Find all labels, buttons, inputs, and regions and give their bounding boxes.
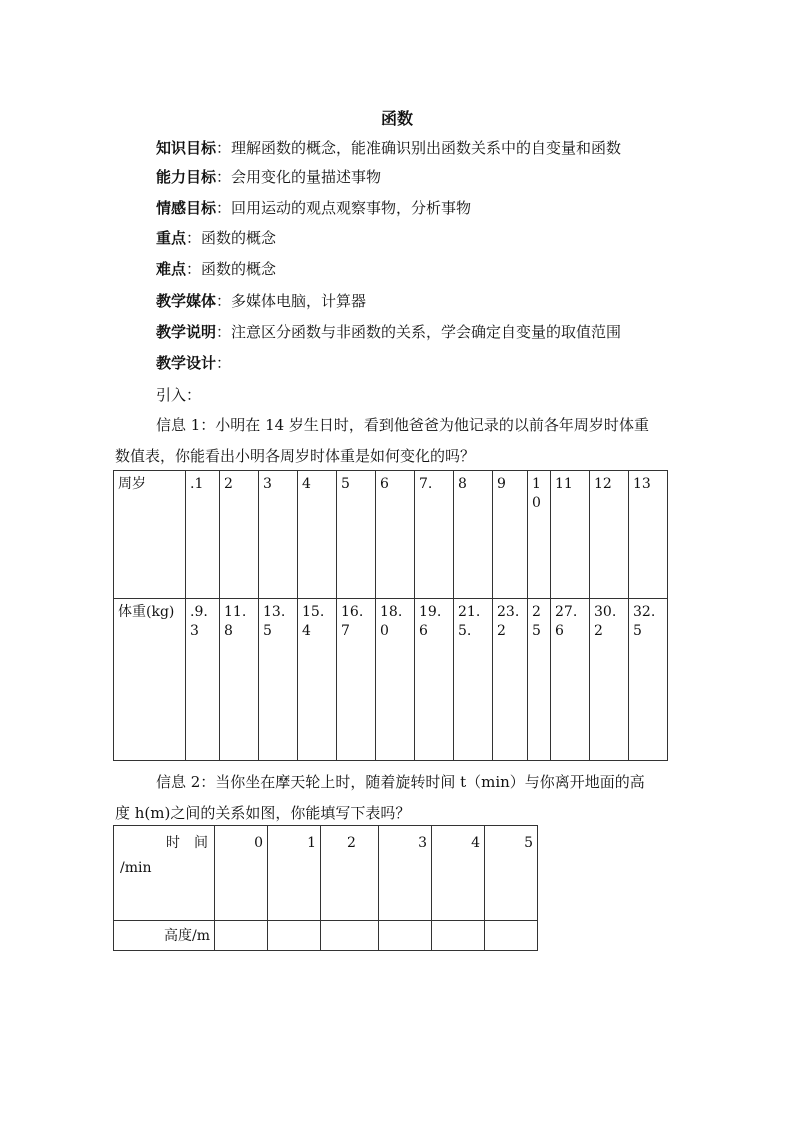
goal-text: 理解函数的概念，能准确识别出函数关系中的自变量和函数: [231, 139, 622, 157]
table-cell: 16.7: [337, 599, 376, 761]
table-cell: .9.3: [186, 599, 220, 761]
info1-line2: 数值表，你能看出小明各周岁时体重是如何变化的吗？: [115, 447, 476, 465]
table-cell: [321, 921, 379, 951]
goal-line: [156, 198, 471, 218]
info1-line1: 信息 1：小明在 14 岁生日时，看到他爸爸为他记录的以前各年周岁时体重: [156, 416, 649, 434]
table-cell: 30.2: [590, 599, 629, 761]
goal-line: [156, 353, 231, 373]
goal-text: 回用运动的观点观察事物，分析事物: [231, 199, 472, 217]
goal-separator: ：: [216, 199, 232, 217]
goal-label: 能力目标: [156, 168, 217, 186]
goal-text: 函数的概念: [201, 229, 277, 247]
table-cell: [379, 921, 432, 951]
weight-table: [113, 470, 668, 761]
table-cell: 2: [220, 471, 259, 599]
table-cell: 1: [268, 826, 321, 921]
table-cell: 3: [259, 471, 298, 599]
info2-line1: 信息 2：当你坐在摩天轮上时，随着旋转时间 t（min）与你离开地面的高: [156, 773, 645, 791]
time-height-table: [113, 825, 538, 951]
table-cell: 7.: [415, 471, 454, 599]
table-cell: 0: [215, 826, 268, 921]
table-row: [114, 471, 668, 599]
goal-line: [156, 167, 381, 187]
table-cell: 3: [379, 826, 432, 921]
table-header-cell: 高度/m: [114, 921, 215, 951]
goal-separator: ：: [216, 354, 232, 372]
goal-separator: ：: [216, 139, 232, 157]
table-cell: 11: [551, 471, 590, 599]
goal-text: 会用变化的量描述事物: [231, 168, 382, 186]
table-cell: 13.5: [259, 599, 298, 761]
goal-label: 教学说明: [156, 323, 217, 341]
table-cell: 8: [454, 471, 493, 599]
table-cell: 9: [493, 471, 528, 599]
goal-separator: ：: [186, 260, 202, 278]
goal-label: 教学设计: [156, 354, 217, 372]
goal-label: 教学媒体: [156, 292, 217, 310]
goal-text: 函数的概念: [201, 260, 277, 278]
goal-line: [156, 322, 621, 342]
info2-line2: 度 h(m)之间的关系如图，你能填写下表吗？: [115, 804, 411, 822]
table-cell: 5: [485, 826, 538, 921]
table-header-cell: 体重(kg): [114, 599, 186, 761]
table-cell: 32.5: [629, 599, 668, 761]
goal-line: [156, 291, 366, 311]
goal-label: 情感目标: [156, 199, 217, 217]
table-row: [114, 599, 668, 761]
goal-separator: ：: [216, 168, 232, 186]
table-cell: 4: [432, 826, 485, 921]
table-header-cell: [114, 826, 215, 921]
table-cell: 18.0: [376, 599, 415, 761]
table-cell: 5: [337, 471, 376, 599]
goal-label: 难点: [156, 260, 187, 278]
page-title: 函数: [380, 109, 413, 128]
goal-text: 多媒体电脑，计算器: [231, 292, 367, 310]
goal-label: 重点: [156, 229, 187, 247]
goal-label: 知识目标: [156, 139, 217, 157]
table-row: [114, 826, 538, 921]
table-cell: [485, 921, 538, 951]
table-cell: 15.4: [298, 599, 337, 761]
goal-line: [156, 138, 621, 158]
table-cell: .1: [186, 471, 220, 599]
table-cell: [432, 921, 485, 951]
table-cell: 12: [590, 471, 629, 599]
table-cell: 11.8: [220, 599, 259, 761]
table-cell: 21.5.: [454, 599, 493, 761]
table-cell: 6: [376, 471, 415, 599]
time-header-top: 时 间: [166, 835, 208, 851]
goal-text: 注意区分函数与非函数的关系，学会确定自变量的取值范围: [231, 323, 622, 341]
table-cell: 2: [321, 826, 379, 921]
intro-line: 引入：: [156, 386, 202, 404]
table-header-cell: 周岁: [114, 471, 186, 599]
table-cell: 25: [528, 599, 551, 761]
table-cell: [215, 921, 268, 951]
goal-separator: ：: [216, 292, 232, 310]
table-cell: 27.6: [551, 599, 590, 761]
table-cell: 4: [298, 471, 337, 599]
table-cell: 10: [528, 471, 551, 599]
table-cell: 23.2: [493, 599, 528, 761]
goal-separator: ：: [186, 229, 202, 247]
table-cell: 19.6: [415, 599, 454, 761]
goal-separator: ：: [216, 323, 232, 341]
table-cell: [268, 921, 321, 951]
time-header-bottom: /min: [120, 860, 152, 876]
table-cell: 13: [629, 471, 668, 599]
goal-line: [156, 228, 276, 248]
goal-line: [156, 259, 276, 279]
table-row: [114, 921, 538, 951]
